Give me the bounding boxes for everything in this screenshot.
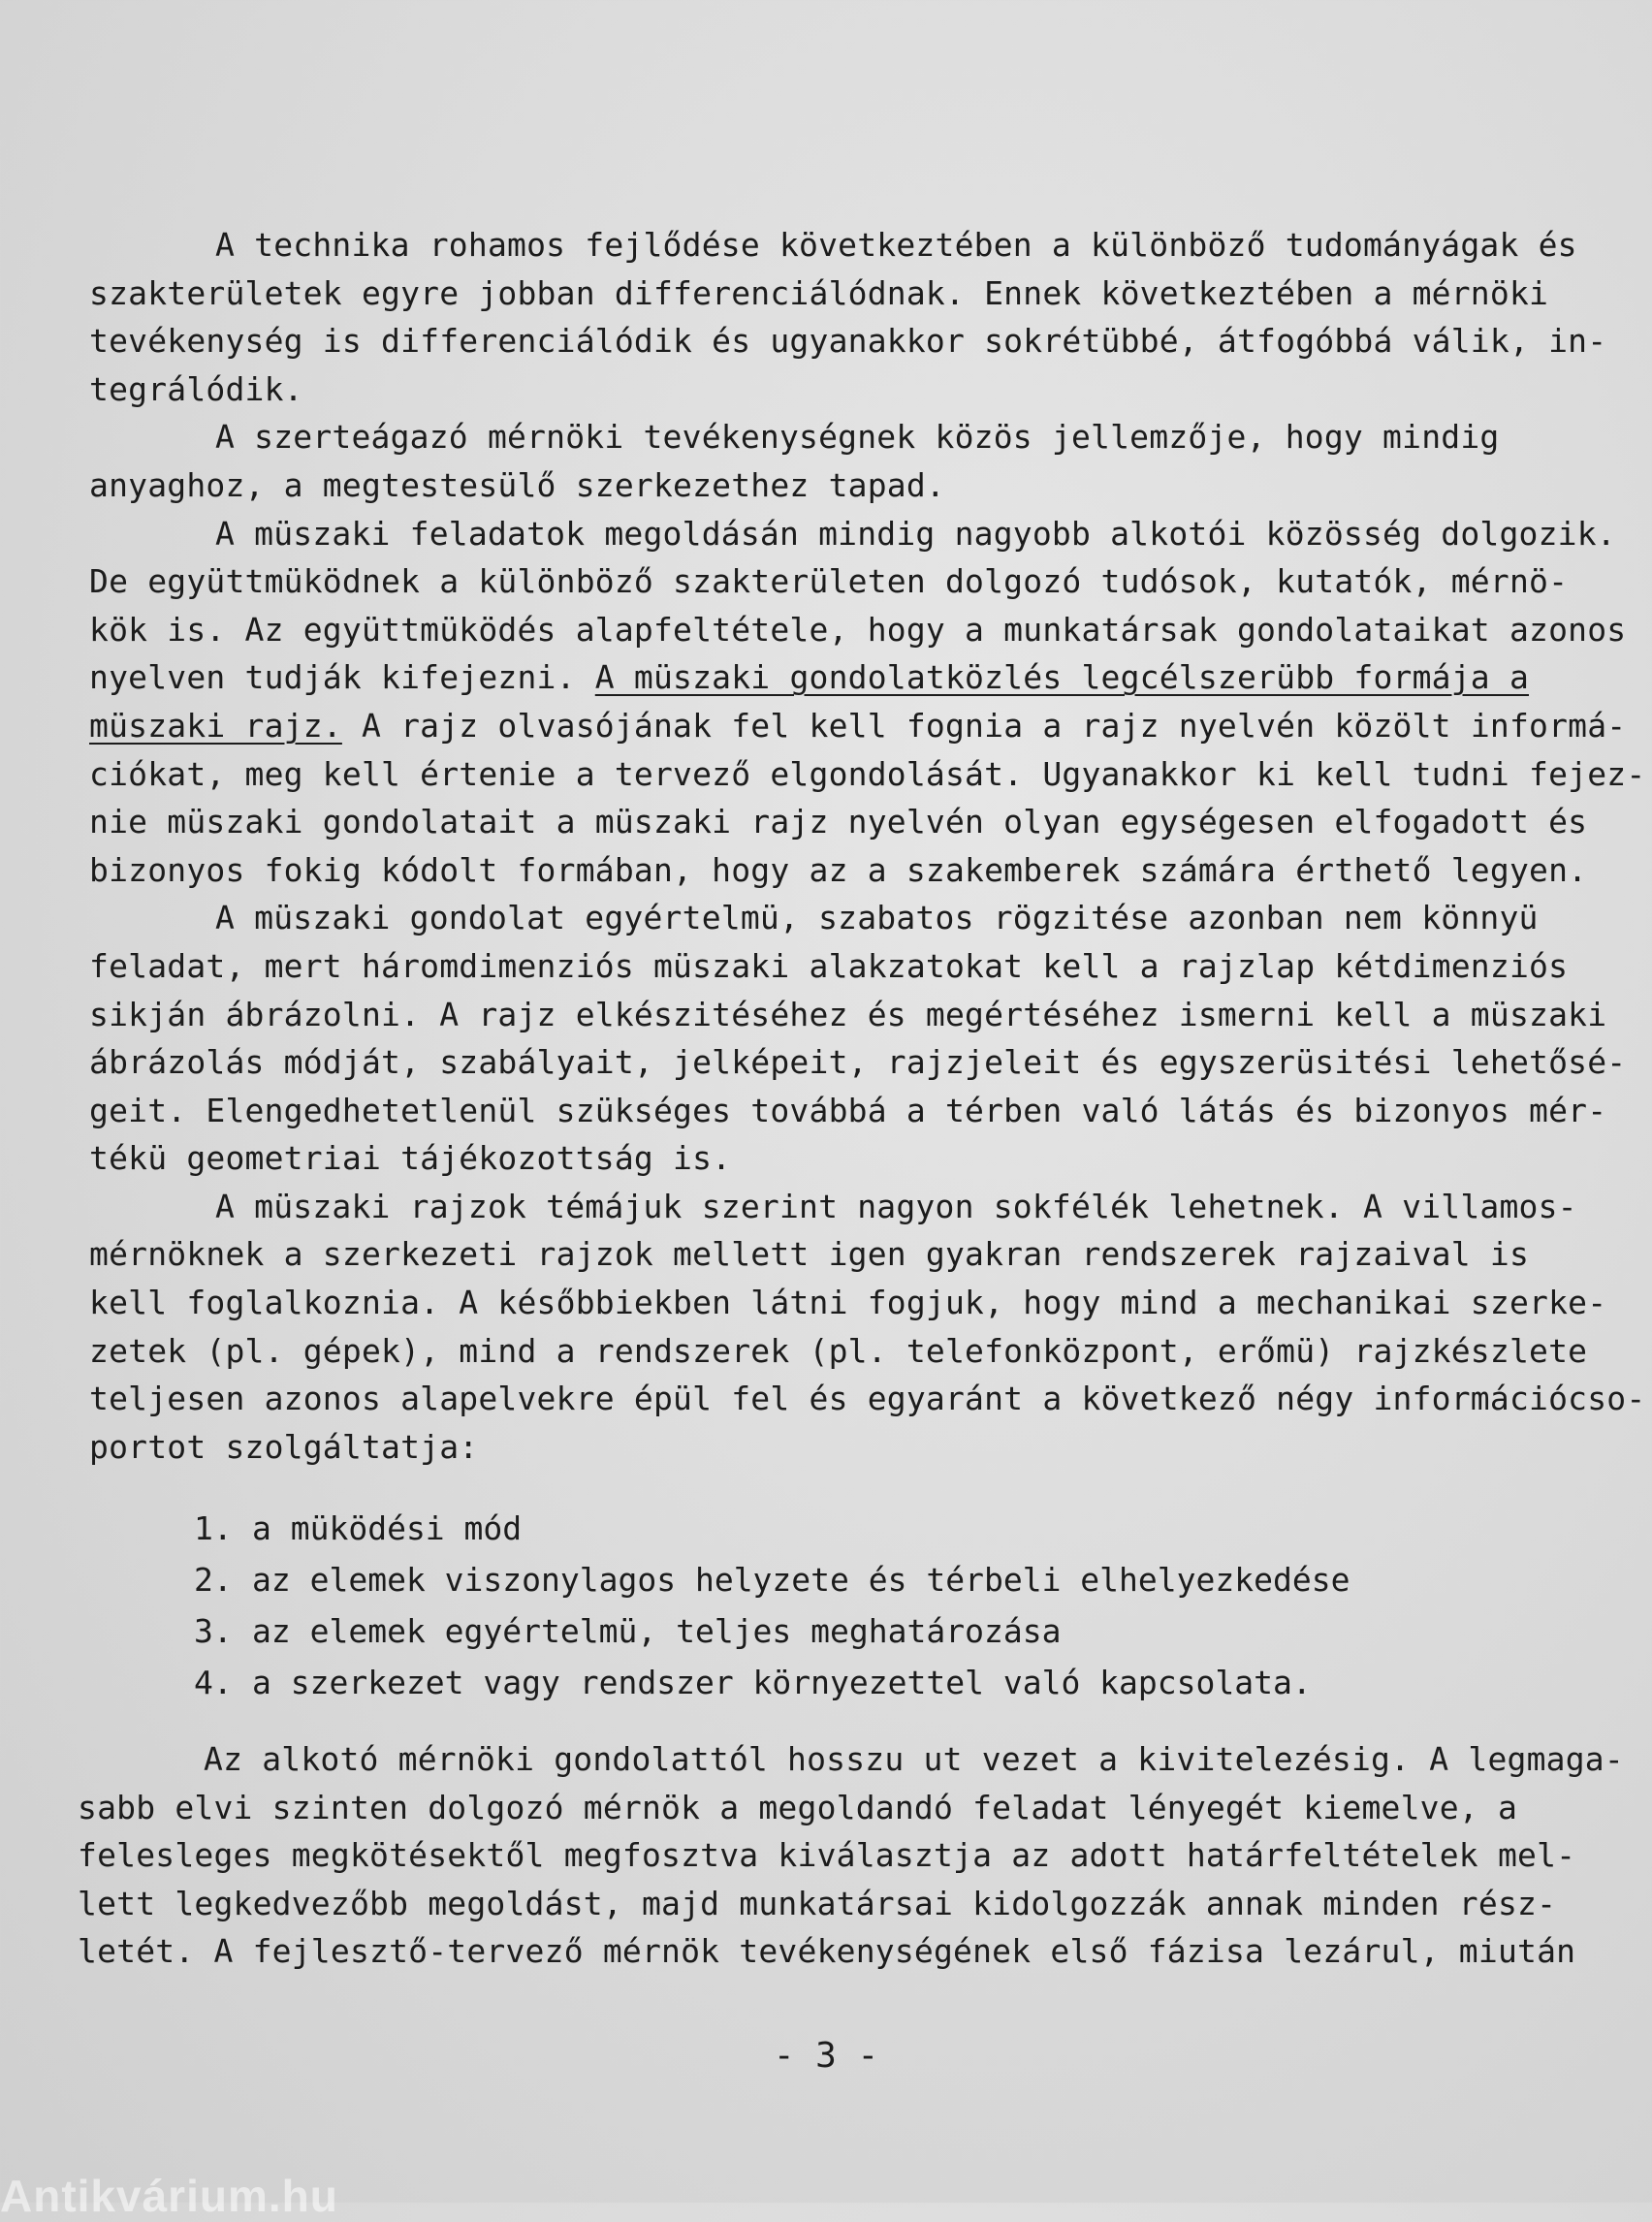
text-segment: A rajz olvasójának fel kell fognia a rajz nyelvén közölt informá- [341, 706, 1627, 745]
text-line: szakterületek egyre jobban differenciálódnak. Ennek következtében a mérnöki [89, 273, 1549, 312]
text-line: A müszaki feladatok megoldásán mindig nagyobb alkotói közösség dolgozik. [215, 514, 1616, 553]
list-text: a szerkezet vagy rendszer környezettel való kapcsolata. [252, 1664, 1312, 1701]
list-number: 4. [194, 1664, 233, 1701]
closing-paragraph [78, 1735, 1629, 1976]
text-line: Az alkotó mérnöki gondolattól hosszu ut vezet a kivitelezésig. A legmaga- [204, 1740, 1624, 1778]
list-item [194, 1554, 1454, 1605]
text-line: A müszaki gondolat egyértelmü, szabatos rögzitése azonban nem könnyü [215, 899, 1539, 937]
text-line: ciókat, meg kell értenie a tervező elgondolását. Ugyanakkor ki kell tudni fejez- [89, 754, 1646, 793]
page-number: - 3 - [773, 2036, 879, 2076]
body-text [89, 221, 1646, 1471]
list-item [194, 1605, 1454, 1657]
text-line [89, 653, 1635, 702]
text-line: bizonyos fokig kódolt formában, hogy az a szakemberek számára érthető legyen. [89, 850, 1588, 889]
text-line: kök is. Az együttmüködés alapfeltétele, hogy a munkatársak gondolataikat azonos [89, 610, 1627, 649]
text-line: tevékenység is differenciálódik és ugyanakkor sokrétübbé, átfogóbbá válik, in- [89, 322, 1607, 361]
text-line: tegrálódik. [89, 369, 303, 408]
text-line: tékü geometriai tájékozottság is. [89, 1139, 732, 1178]
text-line: feladat, mert háromdimenziós müszaki alakzatokat kell a rajzlap kétdimenziós [89, 946, 1569, 985]
text-line: geit. Elengedhetetlenül szükséges továbbá a térben való látás és bizonyos mér- [89, 1091, 1607, 1129]
text-line: portot szolgáltatja: [89, 1427, 479, 1466]
text-line: A technika rohamos fejlődése következtében a különböző tudományágak és [215, 226, 1577, 264]
list-text: az elemek egyértelmü, teljes meghatározása [252, 1612, 1062, 1650]
text-line: felesleges megkötésektől megfosztva kiválasztja az adott határfeltételek mel- [78, 1836, 1576, 1875]
text-line: sabb elvi szinten dolgozó mérnök a megoldandó feladat lényegét kiemelve, a [78, 1788, 1518, 1826]
text-line: ábrázolás módját, szabályait, jelképeit, rajzjeleit és egyszerüsitési lehetősé- [89, 1043, 1627, 1082]
text-line: kell foglalkoznia. A későbbiekben látni fogjuk, hogy mind a mechanikai szerke- [89, 1284, 1607, 1322]
text-line: A müszaki rajzok témájuk szerint nagyon sokfélék lehetnek. A villamos- [215, 1187, 1577, 1225]
text-line [89, 702, 1635, 750]
numbered-list [194, 1503, 1454, 1708]
list-number: 1. [194, 1509, 233, 1547]
text-line: letét. A fejlesztő-tervező mérnök tevékenységének első fázisa lezárul, miután [78, 1932, 1576, 1971]
text-line: A szerteágazó mérnöki tevékenységnek közös jellemzője, hogy mindig [215, 418, 1500, 457]
list-item [194, 1657, 1454, 1708]
text-line: nie müszaki gondolatait a müszaki rajz nyelvén olyan egységesen elfogadott és [89, 803, 1588, 841]
text-line: sikján ábrázolni. A rajz elkészitéséhez és megértéséhez ismerni kell a müszaki [89, 995, 1607, 1033]
underlined-text: A müszaki gondolatközlés legcélszerübb formája a [594, 658, 1530, 697]
list-text: az elemek viszonylagos helyzete és térbeli elhelyezkedése [252, 1561, 1350, 1599]
text-line: teljesen azonos alapelvekre épül fel és egyaránt a következő négy információcso- [89, 1380, 1646, 1418]
text-line: mérnöknek a szerkezeti rajzok mellett igen gyakran rendszerek rajzaival is [89, 1235, 1530, 1274]
list-number: 3. [194, 1612, 233, 1650]
watermark: Antikvárium.hu [0, 2171, 338, 2221]
text-line: anyaghoz, a megtestesülő szerkezethez tapad. [89, 465, 945, 504]
text-segment: nyelven tudják kifejezni. [89, 658, 595, 697]
underlined-text: müszaki rajz. [89, 706, 342, 745]
list-item [194, 1503, 1454, 1554]
list-text: a müködési mód [252, 1509, 523, 1547]
text-line: De együttmüködnek a különböző szakterületen dolgozó tudósok, kutatók, mérnö- [89, 562, 1569, 601]
text-line: lett legkedvezőbb megoldást, majd munkatársai kidolgozzák annak minden rész- [78, 1884, 1557, 1922]
text-line: zetek (pl. gépek), mind a rendszerek (pl. telefonközpont, erőmü) rajzkészlete [89, 1331, 1588, 1370]
list-number: 2. [194, 1561, 233, 1599]
